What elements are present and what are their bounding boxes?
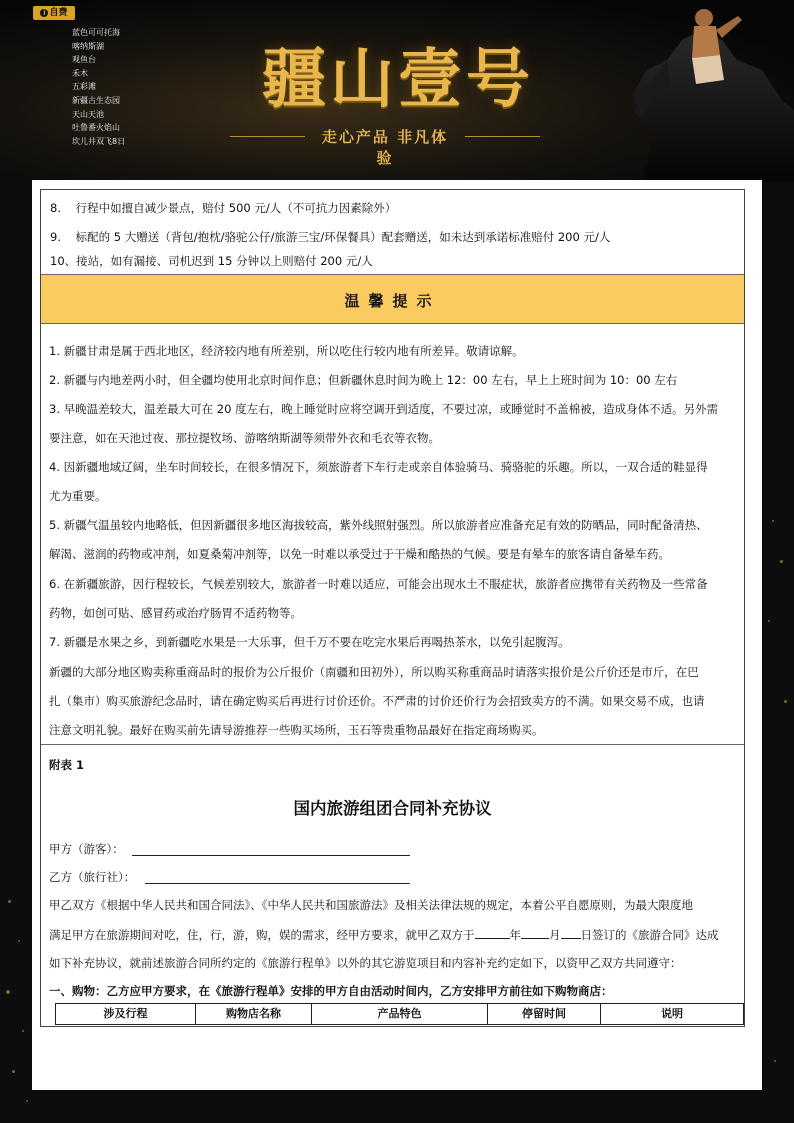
tip-line: 2. 新疆与内地差两小时，但全疆均使用北京时间作息；但新疆休息时间为晚上 12：00 左右，早上上班时间为 10：00 左右 xyxy=(49,373,678,387)
item-8: 8. 行程中如擅自减少景点，赔付 500 元/人（不可抗力因素除外） xyxy=(50,201,397,215)
contract-para: 甲乙双方《根据中华人民共和国合同法》、《中华人民共和国旅游法》及相关法律法规的规定，本着公平自愿原则，为最大限度地 xyxy=(49,898,693,912)
tips-header xyxy=(41,275,744,323)
contract-title: 国内旅游组团合同补充协议 xyxy=(293,799,492,818)
tip-line: 7. 新疆是水果之乡，到新疆吃水果是一大乐事，但千万不要在吃完水果后再喝热茶水，以免引起腹泻。 xyxy=(49,635,570,649)
th-stay-time: 停留时间 xyxy=(488,1004,601,1024)
tip-line: 注意文明礼貌。最好在购买前先请导游推荐一些购买场所，玉石等贵重物品最好在指定商场购买。 xyxy=(49,723,544,737)
horse-rider-icon xyxy=(612,0,794,182)
contract-para-date: 满足甲方在旅游期间对吃，住，行，游，购，娱的需求，经甲方要求，就甲乙双方于 年 月 日签订的《旅游合同》达成 xyxy=(49,928,719,942)
th-shop-name: 购物店名称 xyxy=(196,1004,312,1024)
spot-item: 禾木 xyxy=(72,68,88,78)
spot-item: 坎儿井双飞8日 xyxy=(72,136,126,146)
party-b-field[interactable] xyxy=(145,883,410,884)
item-9: 9. 标配的 5 大赠送（背包/抱枕/骆驼公仔/旅游三宝/环保餐具）配套赠送，如未达到承诺标准赔付 200 元/人 xyxy=(50,230,611,244)
tip-line: 新疆的大部分地区购卖称重商品时的报价为公斤报价（南疆和田初外），所以购买称重商品时请落实报价是公斤价还是市斤，在巴 xyxy=(49,665,699,679)
self-pay-badge: i 自费 xyxy=(33,6,75,20)
item-10: 10、接站，如有漏接、司机迟到 15 分钟以上则赔付 200 元/人 xyxy=(50,254,373,268)
tip-line: 解渴、滋润的药物或冲剂，如夏桑菊冲剂等，以免一时难以承受过于干燥和酷热的气候。要是有晕车的旅客请自备晕车药。 xyxy=(49,547,670,561)
th-itinerary: 涉及行程 xyxy=(56,1004,196,1024)
spot-item: 吐鲁番火焰山 xyxy=(72,123,120,133)
tip-line: 尤为重要。 xyxy=(49,489,107,503)
spot-item: 观鱼台 xyxy=(72,55,96,65)
party-a-field[interactable] xyxy=(132,855,410,856)
tip-line: 药物，如创可贴、感冒药或治疗肠胃不适药物等。 xyxy=(49,606,302,620)
spot-item: 喀纳斯湖 xyxy=(72,41,104,51)
party-a-label: 甲方（游客）： xyxy=(49,842,124,856)
contract-para: 如下补充协议，就前述旅游合同所约定的《旅游行程单》以外的其它游览项目和内容补充约定如下，以资甲乙双方共同遵守： xyxy=(49,956,682,970)
tip-line: 5. 新疆气温虽较内地略低，但因新疆很多地区海拔较高，紫外线照射强烈。所以旅游者应准备充足有效的防晒品，同时配备清热、 xyxy=(49,518,708,532)
section-shopping: 一、购物：乙方应甲方要求，在《旅游行程单》安排的甲方自由活动时间内，乙方安排甲方前往如下购物商店： xyxy=(49,984,613,998)
spot-item: 五彩滩 xyxy=(72,82,96,92)
tip-line: 4. 因新疆地域辽阔，坐车时间较长，在很多情况下，须旅游者下车行走或亲自体验骑马、骑骆驼的乐趣。所以，一双合适的鞋显得 xyxy=(49,460,708,474)
tip-line: 6. 在新疆旅游，因行程较长，气候差别较大，旅游者一时难以适应，可能会出现水土不服症状，旅游者应携带有关药物及一些常备 xyxy=(49,577,708,591)
year-field[interactable] xyxy=(475,926,510,939)
month-field[interactable] xyxy=(521,926,549,939)
header-banner xyxy=(0,0,794,182)
spot-item: 蓝色可可托海 xyxy=(72,28,120,37)
th-product: 产品特色 xyxy=(312,1004,488,1024)
spot-item: 天山天池 xyxy=(72,109,104,119)
tip-line: 3. 早晚温差较大，温差最大可在 20 度左右，晚上睡觉时应将空调开到适度，不要过凉，或睡觉时不盖棉被，造成身体不适。另外需 xyxy=(49,402,719,416)
shopping-table-header xyxy=(55,1003,744,1025)
slogan-row xyxy=(230,126,540,167)
party-b-label: 乙方（旅行社）： xyxy=(49,870,136,884)
tip-line: 1. 新疆甘肃是属于西北地区，经济较内地有所差别，所以吃住行较内地有所差异。敬请谅解。 xyxy=(49,344,524,358)
tips-title: 温馨提示 xyxy=(344,292,441,310)
day-field[interactable] xyxy=(561,926,581,939)
banner-title: 疆山壹号 xyxy=(262,42,534,117)
tip-line: 要注意，如在天池过夜、那拉提牧场、游喀纳斯湖等须带外衣和毛衣等衣物。 xyxy=(49,431,440,445)
appendix-label: 附表 1 xyxy=(49,758,85,772)
slogan: 走心产品 非凡体验 xyxy=(321,128,449,167)
spot-list xyxy=(72,26,125,148)
tip-line: 扎（集市）购买旅游纪念品时，请在确定购买后再进行讨价还价。不严肃的讨价还价行为会招致卖方的不满。如果交易不成，也请 xyxy=(49,694,705,708)
spot-item: 新疆古生态园 xyxy=(72,95,120,105)
th-note: 说明 xyxy=(661,1007,683,1020)
